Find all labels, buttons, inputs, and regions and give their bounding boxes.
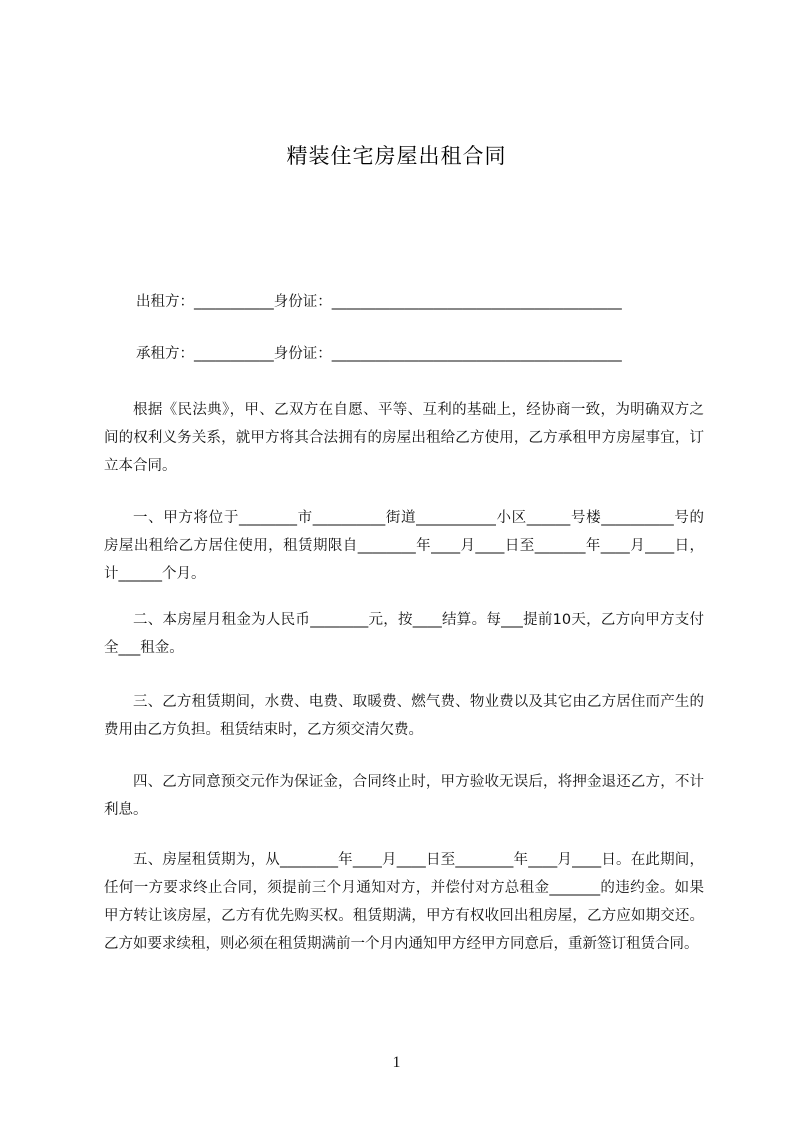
paragraph-clause-3: 三、乙方租赁期间，水费、电费、取暖费、燃气费、物业费以及其它由乙方居住而产生的费用由乙方负担。租赁结束时，乙方须交清欠费。 bbox=[104, 694, 704, 738]
paragraph-clause-5: 五、房屋租赁期为，从________年____月____日至________年____月____日。在此期间，任何一方要求终止合同，须提前三个月通知对方，并偿付对方总租金_______的违约金。如果甲方转让该房屋，乙方有优先购买权。租赁期满，甲方有权收回出租房屋，乙方应如期交还。乙方如要求续租，则必须在租赁期满前一个月内通知甲方经甲方同意后，重新签订租赁合同。 bbox=[104, 852, 704, 952]
page-number: 1 bbox=[392, 1054, 401, 1071]
paragraph-preamble: 根据《民法典》，甲、乙双方在自愿、平等、互利的基础上，经协商一致，为明确双方之间的权利义务关系，就甲方将其合法拥有的房屋出租给乙方使用，乙方承租甲方房屋事宜，订立本合同。 bbox=[104, 402, 704, 474]
lessee-line: 承租方：___________身份证：________________________________________ bbox=[136, 346, 622, 362]
paragraph-clause-1: 一、甲方将位于________市__________街道___________小区______号楼__________号的房屋出租给乙方居住使用，租赁期限自________年____月____日至_______年____月____日，计______个月。 bbox=[104, 510, 704, 582]
document-title: 精装住宅房屋出租合同 bbox=[286, 144, 507, 168]
paragraph-clause-4: 四、乙方同意预交元作为保证金，合同终止时，甲方验收无误后，将押金退还乙方，不计利息。 bbox=[104, 774, 704, 818]
lessor-line: 出租方：___________身份证：________________________________________ bbox=[136, 294, 622, 310]
paragraph-clause-2: 二、本房屋月租金为人民币________元，按____结算。每___提前10天，乙方向甲方支付全___租金。 bbox=[104, 612, 704, 656]
